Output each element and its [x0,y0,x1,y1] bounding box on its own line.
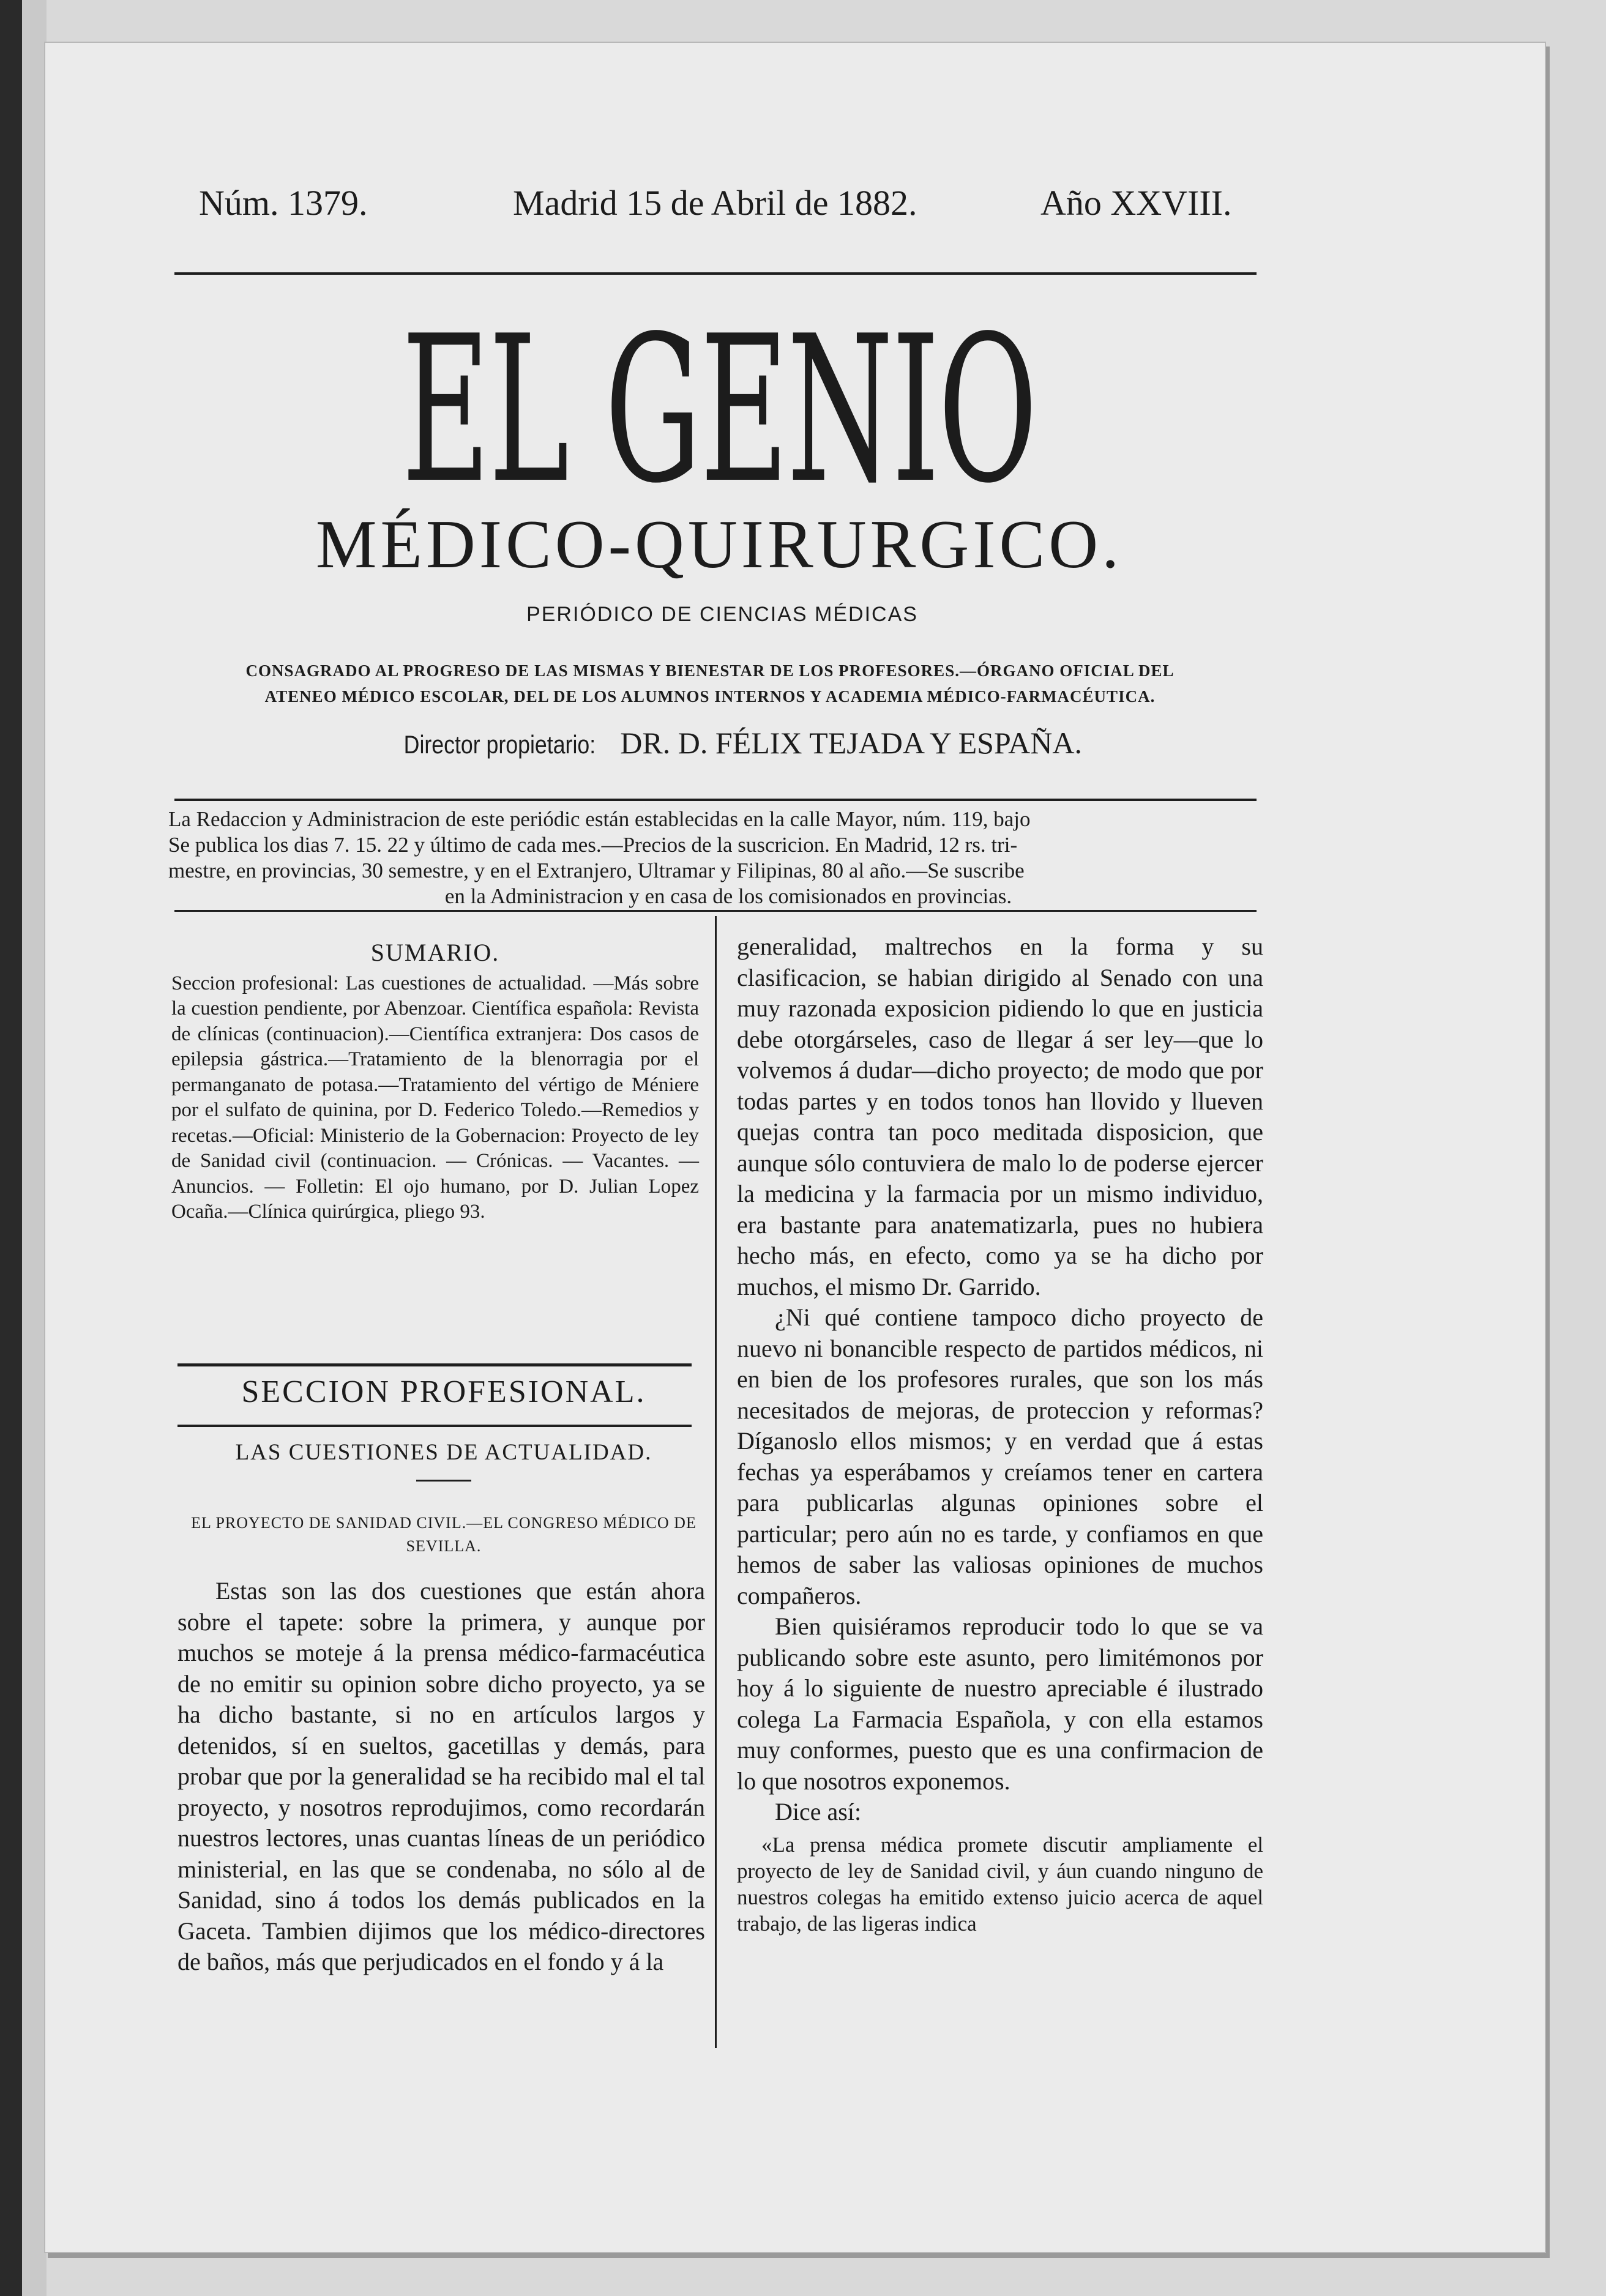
director-line: Director propietario: DR. D. FÉLIX TEJADA Y ESPAÑA. [403,726,1083,760]
sumario-title: SUMARIO. [370,939,500,966]
header-rule [174,272,1257,275]
paragraph: generalidad, maltrechos en la forma y su clasificacion, se habian dirigido al Senado con una muy razonada exposicion pidiendo lo que en justicia debe otorgárseles, caso de llegar á ser ley—que lo volvemos á dudar—dicho proyecto; de modo que por todas partes y en todos tonos han llovido y llueven quejas contra tan poco meditada disposicion, que aunque sólo contuviera de malo lo de poderse ejercer la medicina y la farmacia por un mismo individuo, era bastante para anatematizarla, pues no hubiera hecho más, en efecto, como ya se ha dicho por muchos, el mismo Dr. Garrido. [737,933,1263,1300]
administration-notice: La Redaccion y Administracion de este periódic están establecidas en la calle Mayor, núm. 119, bajo Se publica los dias 7. 15. 22 y último de cada mes.—Precios de la suscricion. En Madrid, 12 rs. tri- mestre, en provincias, 30 semestre, y en el Extranjero, Ultramar y Filipinas, 80 al año.—Se suscribe en la Administracion y en casa de los comisionados en provincias. [168,807,1031,908]
sumario-text: Seccion profesional: Las cuestiones de actualidad. —Más sobre la cuestion pendiente, por Abenzoar. Científica española: Revista de clínicas (continuacion).—Científica extranjera: Dos casos de epilepsia gástrica.—Tratamiento de la blenorragia por el permanganato de potasa.—Tratamiento del vértigo de Méniere por el sulfato de quinina, por D. Federico Toledo.—Remedios y recetas.—Oficial: Ministerio de la Gobernacion: Proyecto de ley de Sanidad civil (continuacion. — Crónicas. — Vacantes. — Anuncios. — Folletin: El ojo humano, por D. Julian Lopez Ocaña.—Clínica quirúrgica, pliego 93. [171,972,699,1223]
quote-paragraph: «La prensa médica promete discutir ampliamente el proyecto de ley de Sanidad civil, y áun cuando ninguno de nuestros colegas ha emitido extenso juicio acerca de aquel trabajo, de las ligeras indica [737,1832,1263,1936]
book-edge [22,0,47,2296]
book-spine [0,0,22,2296]
masthead-title: EL GENIO [402,293,1037,527]
article-subhead: EL PROYECTO DE SANIDAD CIVIL.—EL CONGRESO MÉDICO DE SEVILLA. [191,1514,697,1555]
section-rule-bottom [177,1425,692,1427]
paragraph: ¿Ni qué contiene tampoco dicho proyecto de nuevo ni bonancible respecto de partidos médicos, ni en bien de los profesores rurales, que son los más necesitados de mejoras, de proteccion y reformas? Díganoslo ellos mismos; y en verdad que á estas fechas ya esperábamos y creíamos tener en cartera para publicarlas algunas opiniones sobre el particular; pero aún no es tarde, y confiamos en que hemos de saber las valiosas opiniones de muchos compañeros. [737,1303,1263,1609]
issue-date: Madrid 15 de Abril de 1882. [513,183,917,223]
section-rule-top [177,1363,692,1366]
article-title-rule [416,1480,471,1482]
paragraph: Bien quisiéramos reproducir todo lo que se va publicando sobre este asunto, pero limitémonos por hoy á lo siguiente de nuestro apreciable é ilustrado colega La Farmacia Española, y con ella estamos muy conformes, puesto que es una confirmacion de lo que nosotros exponemos. [737,1612,1263,1795]
paragraph: Estas son las dos cuestiones que están ahora sobre el tapete: sobre la primera, y aunque por muchos se moteje á la prensa médico-farmacéutica de no emitir su opinion sobre dicho proyecto, ya se ha dicho bastante, si no en artículos largos y detenidos, sí en sueltos, gacetillas y demás, para probar que por la generalidad se ha recibido mal el tal proyecto, y nosotros reprodujimos, como recordarán nuestros lectores, unas cuantas líneas de un periódico ministerial, en las que se condenaba, no sólo al de Sanidad, sino á todos los demás publicados en la Gaceta. Tambien dijimos que los médico-directores de baños, más que perjudicados en el fondo y á la [177,1577,705,1975]
admin-bottom-rule [174,910,1257,912]
issue-number: Núm. 1379. [199,183,368,223]
paragraph: Dice así: [775,1798,862,1825]
consagrado-text: CONSAGRADO AL PROGRESO DE LAS MISMAS Y BIENESTAR DE LOS PROFESORES.—ÓRGANO OFICIAL DEL ATENEO MÉDICO ESCOLAR, DEL DE LOS ALUMNOS INTERNOS Y ACADEMIA MÉDICO-FARMACÉUTICA. [245,662,1175,706]
admin-top-rule [174,799,1257,801]
section-title: SECCION PROFESIONAL. [241,1374,646,1409]
periodico-line: PERIÓDICO DE CIENCIAS MÉDICAS [526,603,918,626]
column-divider [715,916,717,2048]
right-column-body [737,931,1263,1937]
article-title: LAS CUESTIONES DE ACTUALIDAD. [235,1440,652,1465]
left-column-body [177,1576,705,1978]
sumario-block [171,937,699,1225]
masthead-subtitle: MÉDICO-QUIRURGICO. [315,507,1123,583]
issue-year: Año XXVIII. [1040,183,1232,223]
